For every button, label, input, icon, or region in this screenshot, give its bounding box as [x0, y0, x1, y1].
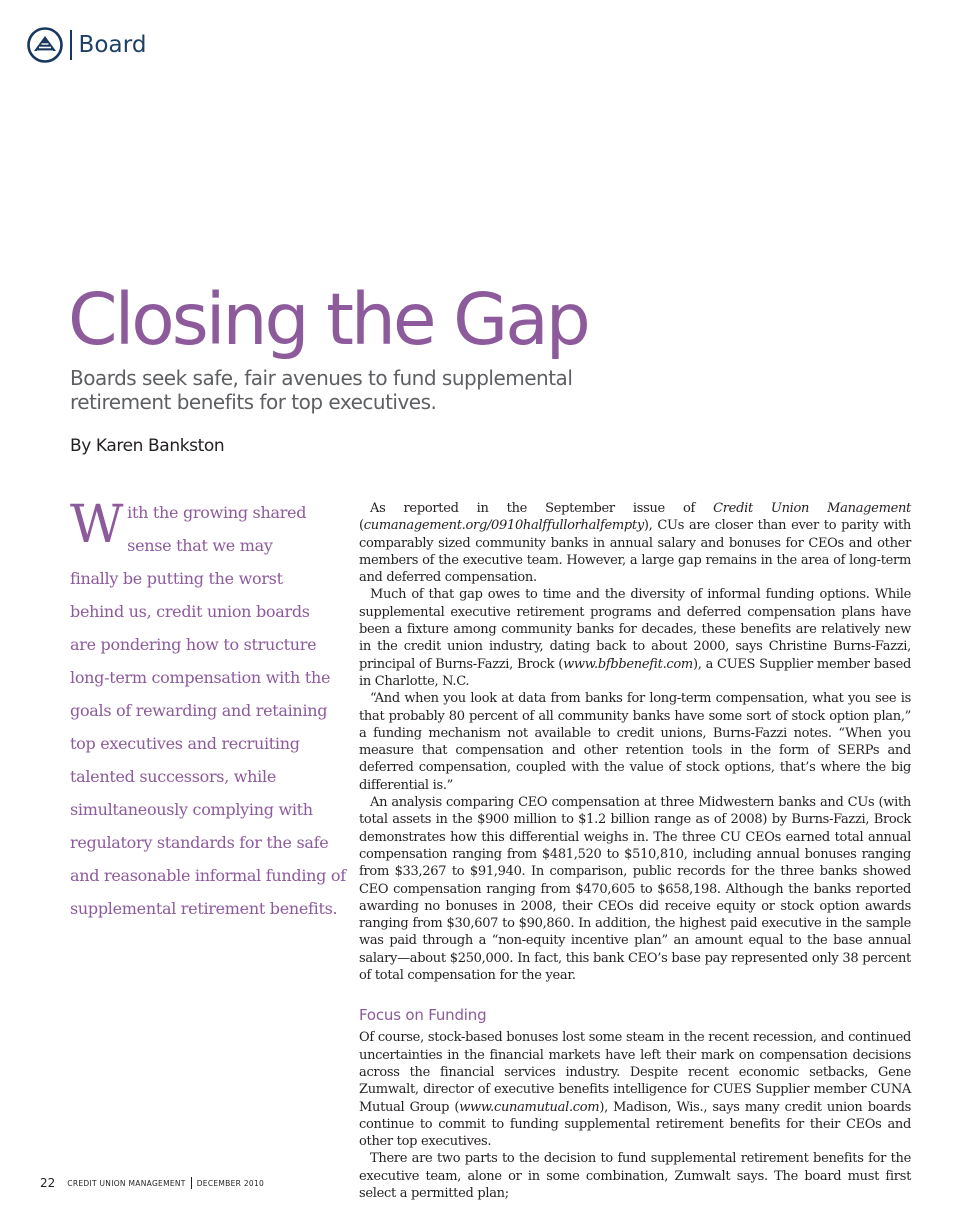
body-paragraph: “And when you look at data from banks for long-term compensation, what you see is that probably 80 percent of all community banks have some sort of stock option plan,” a funding mechanism not available to credit unions, Burns-Fazzi notes. “When you measure that compensation and other retention tools in the form of SERPs and deferred compensation, coupled with the value of stock options, that’s where the big differential is.”	[359, 691, 911, 793]
pull-quote-line: sense that we may	[127, 536, 273, 555]
page-number: 22	[40, 1176, 56, 1190]
pull-quote-line: behind us, credit union boards	[70, 602, 310, 621]
pull-quote-line: ith the growing shared	[127, 503, 307, 522]
body-paragraph: As reported in the September issue of Credit Union Management (cumanagement.org/0910halffullorhalfempty), CUs are closer than ever to parity with comparably sized community banks in annual salary and bonuses for CEOs and other members of the executive team. However, a large gap remains in the area of long-term and deferred compensation.	[359, 501, 911, 586]
pull-quote-line: are pondering how to structure	[70, 635, 317, 654]
article-body	[359, 500, 911, 1202]
pull-quote-line: finally be putting the worst	[70, 569, 283, 588]
article-byline: By Karen Bankston	[70, 436, 225, 456]
page-footer	[40, 1176, 264, 1190]
pull-quote-line: goals of rewarding and retaining	[70, 701, 328, 720]
pull-quote	[70, 495, 346, 925]
article-title: Closing the Gap	[68, 278, 588, 361]
pull-quote-line: and reasonable informal funding of	[70, 866, 346, 885]
pull-quote-line: long-term compensation with the	[70, 668, 331, 687]
section-header	[27, 27, 147, 63]
pull-quote-line: top executives and recruiting	[70, 734, 300, 753]
pull-quote-line: regulatory standards for the safe	[70, 833, 329, 852]
section-label: Board	[78, 32, 147, 58]
cues-logo-icon	[27, 27, 63, 63]
issue-date: DECEMBER 2010	[196, 1178, 265, 1188]
publication-name: CREDIT UNION MANAGEMENT	[67, 1178, 186, 1188]
article-subtitle: Boards seek safe, fair avenues to fund supplemental retirement benefits for top executives.	[70, 366, 573, 414]
body-paragraph: Of course, stock-based bonuses lost some steam in the recent recession, and continued uncertainties in the financial markets have left their mark on compensation decisions across the financial services industry. Despite recent economic setbacks, Gene Zumwalt, director of executive benefits intelligence for CUES Supplier member CUNA Mutual Group (www.cunamutual.com), Madison, Wis., says many credit union boards continue to commit to funding supplemental retirement benefits for their CEOs and other top executives.	[359, 1030, 911, 1150]
drop-cap: W	[70, 495, 124, 555]
body-paragraph: There are two parts to the decision to fund supplemental retirement benefits for the executive team, alone or in some combination, Zumwalt says. The board must first select a permitted plan;	[359, 1151, 911, 1201]
pull-quote-line: talented successors, while	[70, 767, 276, 786]
header-divider	[70, 30, 72, 60]
pull-quote-line: supplemental retirement benefits.	[70, 899, 338, 918]
pull-quote-line: simultaneously complying with	[70, 800, 313, 819]
section-subhead: Focus on Funding	[359, 1006, 487, 1025]
footer-divider	[191, 1177, 192, 1189]
body-paragraph: An analysis comparing CEO compensation at three Midwestern banks and CUs (with total assets in the $900 million to $1.2 billion range as of 2008) by Burns-Fazzi, Brock demonstrates how this differential weighs in. The three CU CEOs earned total annual compensation ranging from $481,520 to $510,810, including annual bonuses ranging from $33,267 to $91,940. In comparison, public records for the three banks showed CEO compensation ranging from $470,605 to $658,198. Although the banks reported awarding no bonuses in 2008, their CEOs did receive equity or stock option awards ranging from $30,607 to $90,860. In addition, the highest paid executive in the sample was paid through a “non-equity incentive plan” an amount equal to the base annual salary—about $250,000. In fact, this bank CEO’s base pay represented only 38 percent of total compensation for the year.	[359, 795, 911, 984]
body-paragraph: Much of that gap owes to time and the diversity of informal funding options. While supplemental executive retirement programs and deferred compensation plans have been a fixture among community banks for decades, these benefits are relatively new in the credit union industry, dating back to about 2000, says Christine Burns-Fazzi, principal of Burns-Fazzi, Brock (www.bfbbenefit.com), a CUES Supplier member based in Charlotte, N.C.	[359, 587, 911, 689]
